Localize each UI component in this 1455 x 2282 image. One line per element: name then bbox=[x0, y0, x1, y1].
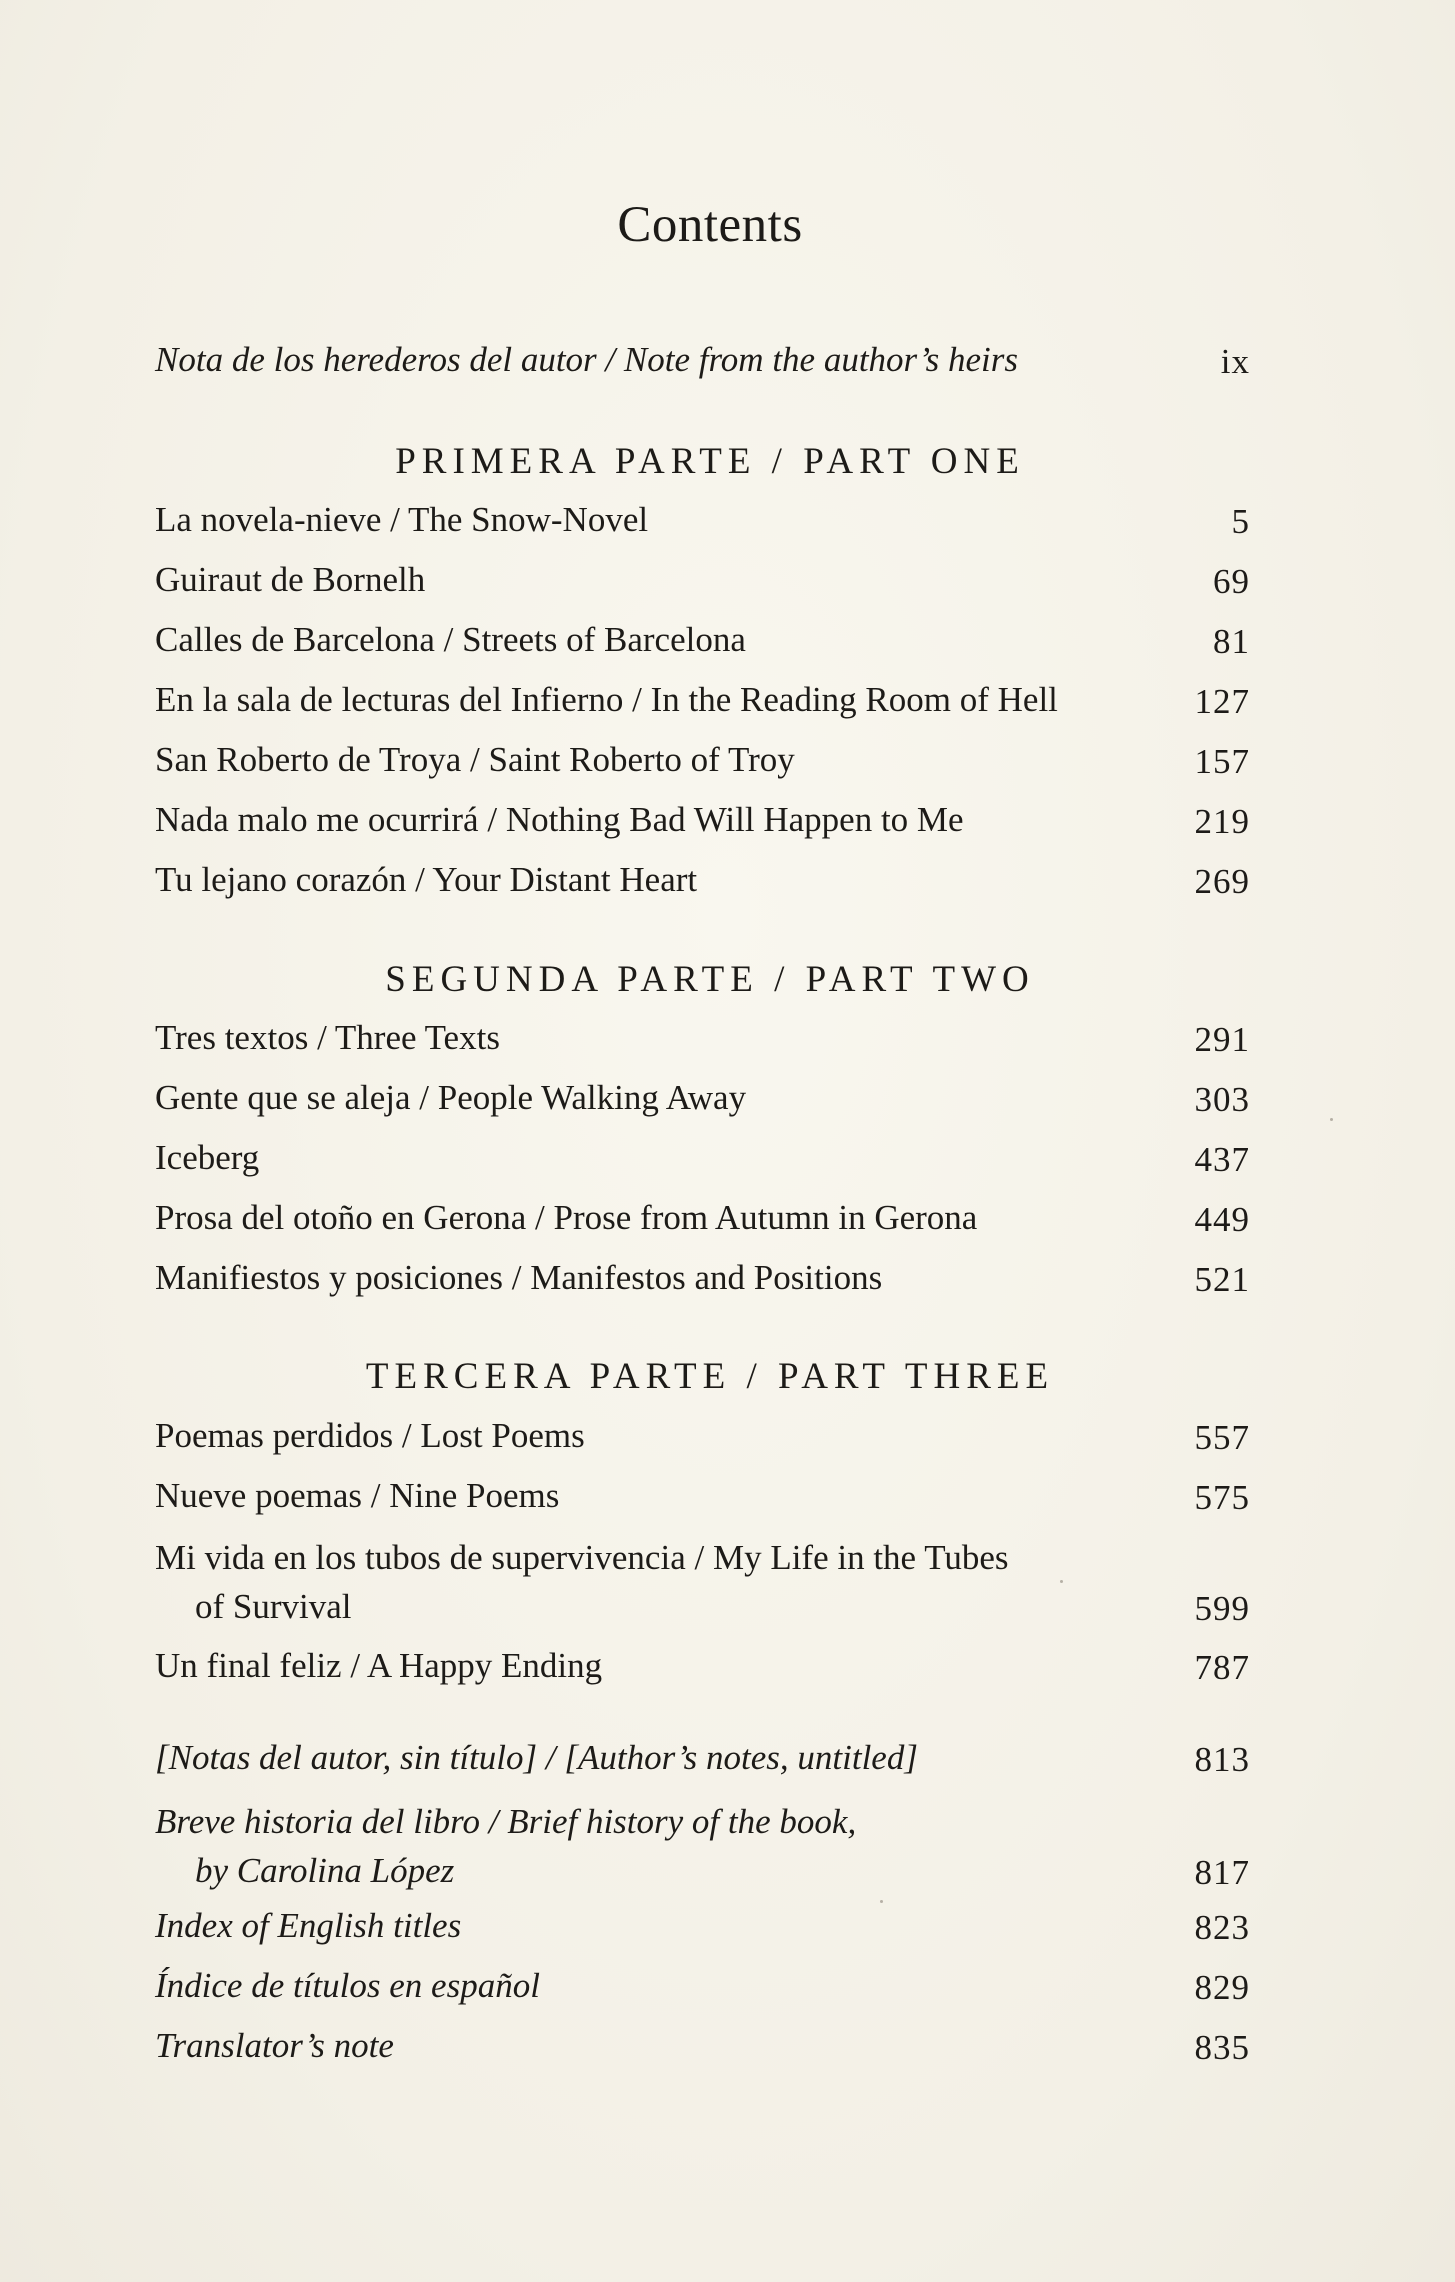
paper-speck bbox=[880, 1900, 883, 1903]
toc-entry-back[interactable] bbox=[155, 1966, 1250, 2007]
toc-entry-title: [Notas del autor, sin título] / [Author’s notes, untitled] bbox=[155, 1738, 918, 1777]
toc-entry-page: 219 bbox=[1194, 802, 1250, 841]
paper-speck bbox=[1060, 1580, 1063, 1583]
toc-entry-title: Index of English titles bbox=[155, 1906, 462, 1945]
toc-entry[interactable] bbox=[155, 1538, 1250, 1628]
toc-entry[interactable] bbox=[155, 1646, 1250, 1687]
toc-entry[interactable] bbox=[155, 1078, 1250, 1119]
toc-entry[interactable] bbox=[155, 620, 1250, 661]
toc-entry-title: Nota de los herederos del autor / Note from the author’s heirs bbox=[155, 340, 1018, 379]
toc-entry-title: San Roberto de Troya / Saint Roberto of Troy bbox=[155, 740, 795, 779]
toc-entry-title: En la sala de lecturas del Infierno / In the Reading Room of Hell bbox=[155, 680, 1058, 719]
toc-entry-title: Mi vida en los tubos de supervivencia / My Life in the Tubes bbox=[155, 1538, 1009, 1577]
toc-entry-page: 835 bbox=[1194, 2028, 1250, 2067]
toc-entry-page: 5 bbox=[1231, 502, 1250, 541]
toc-entry-page: 599 bbox=[1194, 1589, 1250, 1628]
toc-entry[interactable] bbox=[155, 560, 1250, 601]
toc-entry[interactable] bbox=[155, 740, 1250, 781]
toc-entry-title: Guiraut de Bornelh bbox=[155, 560, 426, 599]
toc-entry-page: 575 bbox=[1194, 1478, 1250, 1517]
toc-entry-title: Índice de títulos en español bbox=[155, 1966, 540, 2005]
toc-entry-front-note[interactable] bbox=[155, 340, 1250, 381]
toc-entry-title: Poemas perdidos / Lost Poems bbox=[155, 1416, 585, 1455]
toc-entry[interactable] bbox=[155, 1198, 1250, 1239]
toc-entry-page: 817 bbox=[1194, 1853, 1250, 1892]
toc-entry-title: Breve historia del libro / Brief history of the book, bbox=[155, 1802, 857, 1841]
toc-entry-title: Nueve poemas / Nine Poems bbox=[155, 1476, 560, 1515]
toc-entry-page: 127 bbox=[1194, 682, 1250, 721]
toc-entry-page: 449 bbox=[1194, 1200, 1250, 1239]
toc-entry[interactable] bbox=[155, 800, 1250, 841]
toc-entry-back[interactable] bbox=[155, 2026, 1250, 2067]
toc-entry-title: Calles de Barcelona / Streets of Barcelona bbox=[155, 620, 746, 659]
toc-entry-page: 823 bbox=[1194, 1908, 1250, 1947]
section-heading-part-three: TERCERA PARTE / PART THREE bbox=[365, 1356, 1055, 1397]
toc-entry-title: Tu lejano corazón / Your Distant Heart bbox=[155, 860, 698, 899]
toc-entry-title-continued: by Carolina López bbox=[195, 1851, 455, 1890]
toc-entry[interactable] bbox=[155, 500, 1250, 541]
toc-entry-title-continued: of Survival bbox=[195, 1587, 352, 1626]
toc-entry-title: La novela-nieve / The Snow-Novel bbox=[155, 500, 649, 539]
toc-entry-page: 787 bbox=[1194, 1648, 1250, 1687]
toc-entry[interactable] bbox=[155, 1138, 1250, 1179]
page-title: Contents bbox=[617, 197, 803, 253]
toc-entry[interactable] bbox=[155, 1018, 1250, 1059]
toc-entry-page: 813 bbox=[1194, 1740, 1250, 1779]
toc-entry-back[interactable] bbox=[155, 1738, 1250, 1779]
toc-entry-back[interactable] bbox=[155, 1906, 1250, 1947]
toc-entry-title: Iceberg bbox=[155, 1138, 260, 1177]
toc-entry-page: 81 bbox=[1213, 622, 1250, 661]
paper-speck bbox=[1330, 1118, 1333, 1121]
toc-entry-page: 437 bbox=[1194, 1140, 1250, 1179]
toc-entry-page: 69 bbox=[1213, 562, 1250, 601]
toc-entry-title: Translator’s note bbox=[155, 2026, 394, 2065]
toc-entry-title: Gente que se aleja / People Walking Away bbox=[155, 1078, 747, 1117]
toc-entry[interactable] bbox=[155, 1476, 1250, 1517]
section-heading-part-two: SEGUNDA PARTE / PART TWO bbox=[385, 959, 1035, 1000]
section-heading-part-one: PRIMERA PARTE / PART ONE bbox=[395, 441, 1025, 482]
toc-entry-page: 829 bbox=[1194, 1968, 1250, 2007]
toc-entry[interactable] bbox=[155, 860, 1250, 901]
toc-entry-title: Tres textos / Three Texts bbox=[155, 1018, 500, 1057]
toc-entry-page: 291 bbox=[1194, 1020, 1250, 1059]
toc-entry[interactable] bbox=[155, 1416, 1250, 1457]
toc-entry-page: 557 bbox=[1194, 1418, 1250, 1457]
toc-entry-page: ix bbox=[1220, 342, 1250, 381]
toc-entry-page: 303 bbox=[1194, 1080, 1250, 1119]
toc-entry[interactable] bbox=[155, 680, 1250, 721]
toc-entry-title: Un final feliz / A Happy Ending bbox=[155, 1646, 603, 1685]
toc-entry[interactable] bbox=[155, 1258, 1250, 1299]
toc-entry-title: Nada malo me ocurrirá / Nothing Bad Will Happen to Me bbox=[155, 800, 964, 839]
toc-entry-title: Prosa del otoño en Gerona / Prose from Autumn in Gerona bbox=[155, 1198, 978, 1237]
toc-entry-page: 521 bbox=[1194, 1260, 1250, 1299]
toc-entry-back[interactable] bbox=[155, 1802, 1250, 1892]
toc-entry-page: 269 bbox=[1194, 862, 1250, 901]
toc-entry-title: Manifiestos y posiciones / Manifestos and Positions bbox=[155, 1258, 883, 1297]
toc-entry-page: 157 bbox=[1194, 742, 1250, 781]
